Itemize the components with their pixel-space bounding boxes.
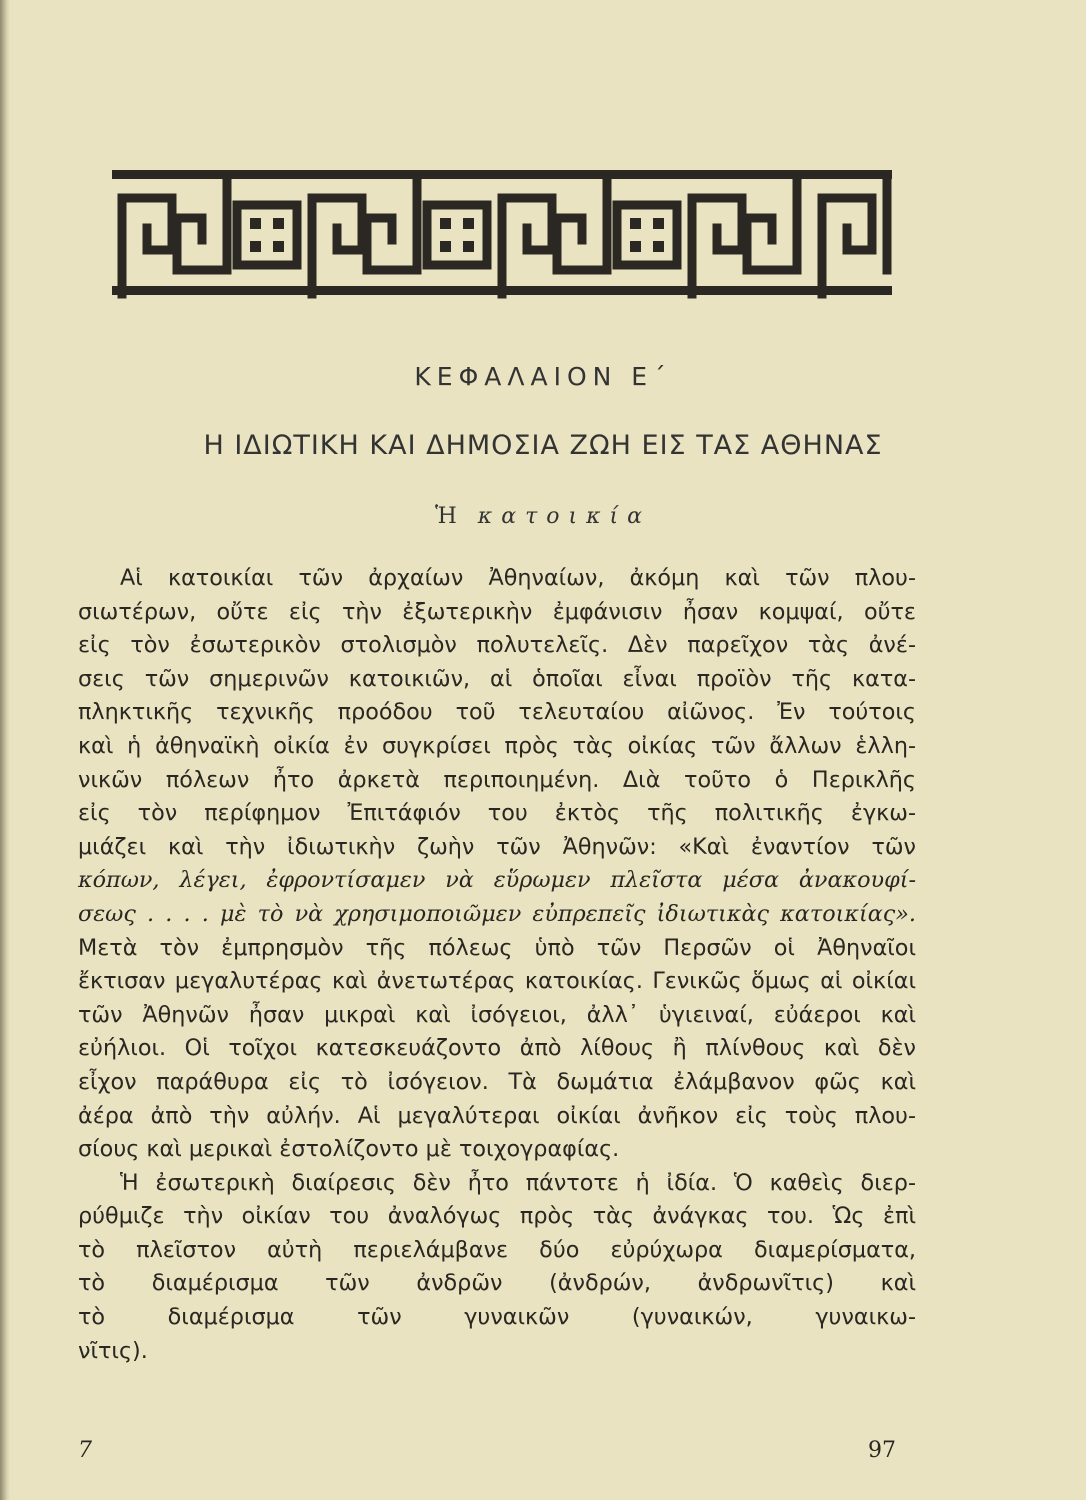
section-heading-word: κατοικία [477,504,652,529]
text-line: Μετὰ τὸν ἐμπρησμὸν τῆς πόλεως ὑπὸ τῶν Περσῶν οἱ Ἀθηναῖοι [78,934,916,961]
text-line: τὸ διαμέρισμα τῶν γυναικῶν (γυναικών, γυναικω- [78,1304,916,1331]
text-line: μιάζει καὶ τὴν ἰδιωτικὴν ζωὴν τῶν Ἀθηνῶν: «Καὶ ἐναντίον τῶν [78,833,916,860]
greek-key-ornament [112,170,892,300]
chapter-heading: ΚΕΦΑΛΑΙΟΝ Ε΄ [414,362,672,391]
text-line: ρύθμιζε τὴν οἰκίαν του ἀναλόγως πρὸς τὰς ἀνάγκας του. Ὡς ἐπὶ [78,1203,916,1230]
text-line: εἶχον παράθυρα εἰς τὸ ἰσόγειον. Τὰ δωμάτια ἐλάμβανον φῶς καὶ [78,1068,916,1095]
text-line: τὸ πλεῖστον αὐτὴ περιελάμβανε δύο εὐρύχωρα διαμερίσματα, [78,1236,916,1263]
text-line: ἔκτισαν μεγαλυτέρας καὶ ἀνετωτέρας κατοικίας. Γενικῶς ὅμως αἱ οἰκίαι [78,968,916,995]
section-heading [0,504,1086,529]
text-line: ἀέρα ἀπὸ τὴν αὐλήν. Αἱ μεγαλύτεραι οἰκίαι ἀνῆκον εἰς τοὺς πλου- [78,1102,916,1129]
text-line: Ἡ ἐσωτερικὴ διαίρεσις δὲν ἦτο πάντοτε ἡ ἰδία. Ὁ καθεὶς διερ- [120,1169,916,1196]
text-line: Αἱ κατοικίαι τῶν ἀρχαίων Ἀθηναίων, ἀκόμη καὶ τῶν πλου- [120,565,916,591]
text-line: εἰς τὸν περίφημον Ἐπιτάφιόν του ἐκτὸς τῆς πολιτικῆς ἐγκω- [78,800,916,827]
text-line: σιωτέρων, οὔτε εἰς τὴν ἐξωτερικὴν ἐμφάνισιν ἦσαν κομψαί, οὔτε [78,598,916,625]
text-line: νῖτις). [78,1337,148,1364]
chapter-title: Η ΙΔΙΩΤΙΚΗ ΚΑΙ ΔΗΜΟΣΙΑ ΖΩΗ ΕΙΣ ΤΑΣ ΑΘΗΝΑΣ [203,430,883,461]
text-line: κόπων, λέγει, ἐφροντίσαμεν νὰ εὕρωμεν πλεῖστα μέσα ἀνακουφί- [78,867,916,894]
text-line: πληκτικῆς τεχνικῆς προόδου τοῦ τελευταίου αἰῶνος. Ἐν τούτοις [78,699,916,726]
section-heading-article: Ἡ [434,504,457,529]
text-line: τῶν Ἀθηνῶν ἦσαν μικραὶ καὶ ἰσόγειοι, ἀλλ᾽ ὑγιειναί, εὐάεροι καὶ [78,1001,916,1028]
page-edge [0,0,10,1500]
text-line: σίους καὶ μερικαὶ ἐστολίζοντο μὲ τοιχογραφίας. [78,1136,620,1163]
text-line: καὶ ἡ ἀθηναϊκὴ οἰκία ἐν συγκρίσει πρὸς τὰς οἰκίας τῶν ἄλλων ἑλλη- [78,732,916,759]
page-number: 97 [868,1438,896,1463]
text-line: τὸ διαμέρισμα τῶν ἀνδρῶν (ἀνδρών, ἀνδρωνῖτις) καὶ [78,1270,916,1297]
text-line: σεις τῶν σημερινῶν κατοικιῶν, αἱ ὁποῖαι εἶναι προϊὸν τῆς κατα- [78,665,916,692]
text-line: εἰς τὸν ἐσωτερικὸν στολισμὸν πολυτελεῖς. Δὲν παρεῖχον τὰς ἀνέ- [78,632,916,659]
body-text [78,562,916,1368]
signature-mark: 7 [78,1438,92,1463]
text-line: σεως . . . . μὲ τὸ νὰ χρησιμοποιῶμεν εὐπρεπεῖς ἰδιωτικὰς κατοικίας». [78,900,916,927]
text-line: νικῶν πόλεων ἦτο ἀρκετὰ περιποιημένη. Διὰ τοῦτο ὁ Περικλῆς [78,766,916,793]
text-line: εὐήλιοι. Οἱ τοῖχοι κατεσκευάζοντο ἀπὸ λίθους ἢ πλίνθους καὶ δὲν [78,1035,916,1062]
